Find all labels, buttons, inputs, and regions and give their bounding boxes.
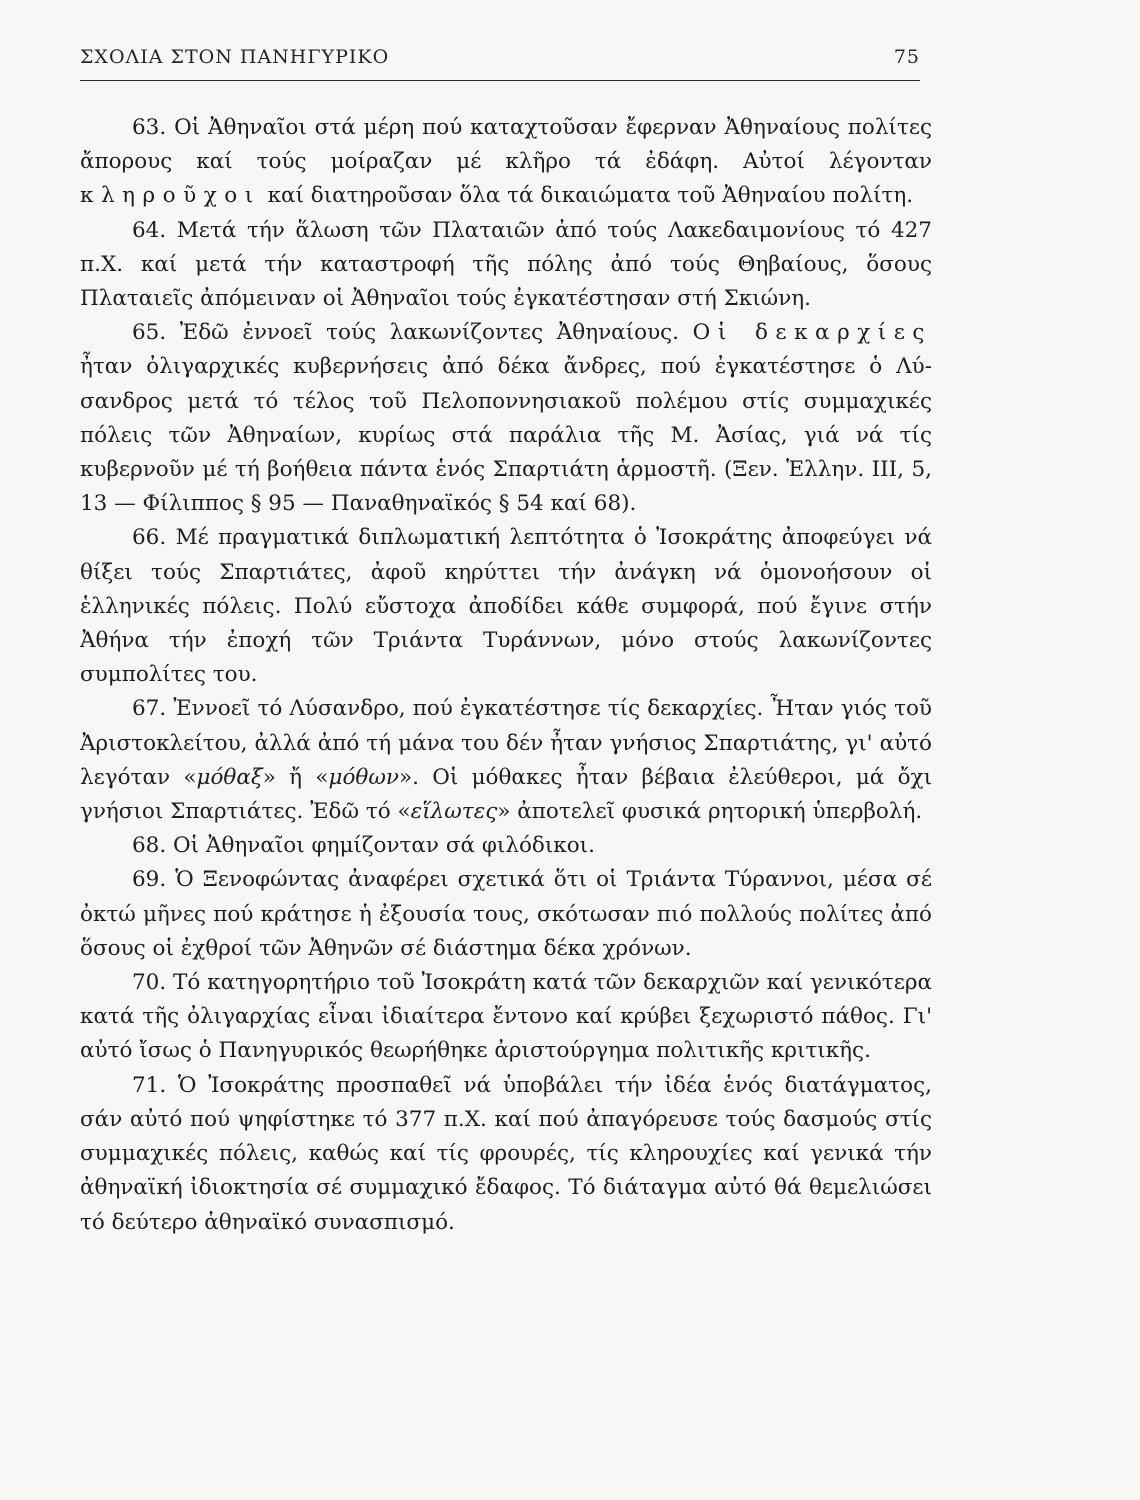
note-text: ἦταν ὀλιγαρχικές κυβερνήσεις ἀπό δέκα ἄνδρες, πού ἐγκατέστησε ὁ Λύσανδρος μετά τό τέλος τοῦ Πελοποννησιακοῦ πολέμου στίς συμμαχικές πόλεις τῶν Ἀθηναίων, κυρίως στά παράλια τῆς Μ. Ἀσίας, γιά νά τίς κυβερνοῦν μέ τή βοήθεια πάντα ἑνός Σπαρτιάτη ἁρμοστῆ. (Ξεν. Ἑλλην. III, 5, 13 — Φίλιππος § 95 — Παναθηναϊκός § 54 καί 68). [80, 354, 932, 517]
note-69 [80, 863, 932, 966]
note-text: ». Οἱ μόθακες ἦταν βέβαια ἐλεύθεροι, μά ὄχι γνήσιοι Σπαρτιάτες. Ἐδῶ τό « [80, 764, 932, 825]
note-text: » ἀποτελεῖ φυσικά ρητορική ὑπερβολή. [497, 799, 923, 825]
note-number: 71. [132, 1072, 167, 1098]
running-head [80, 46, 920, 68]
note-number: 68. [132, 833, 167, 859]
note-text: Μετά τήν ἅλωση τῶν Πλαταιῶν ἀπό τούς Λακεδαιμονίους τό 427 π.Χ. καί μετά τήν καταστροφή τῆς πόλης ἀπό τούς Θηβαίους, ὅσους Πλαταιεῖς ἀπόμειναν οἱ Ἀθηναῖοι τούς ἐγκατέστησαν στή Σκιώνη. [80, 217, 932, 312]
note-66 [80, 521, 932, 692]
note-text: Οἱ Ἀθηναῖοι στά μέρη πού καταχτοῦσαν ἔφερναν Ἀθηναίους πολίτες ἄπορους καί τούς μοίραζαν μέ κλῆρο τά ἐδάφη. Αὐτοί λέγονταν [80, 115, 932, 175]
note-text: » ἤ « [262, 764, 329, 790]
note-71 [80, 1069, 932, 1240]
note-68 [80, 829, 932, 863]
note-text: Οἱ Ἀθηναῖοι φημίζονταν σά φιλόδικοι. [173, 833, 595, 859]
italic-term: μόθων [328, 764, 399, 790]
note-text: Μέ πραγματικά διπλωματική λεπτότητα ὁ Ἰσοκράτης ἀποφεύγει νά θίξει τούς Σπαρτιάτες, ἀφοῦ κηρύττει τήν ἀνάγκη νά ὁμονοήσουν οἱ ἑλληνικές πόλεις. Πολύ εὔστοχα ἀποδίδει κάθε συμφορά, πού ἔγινε στήν Ἀθήνα τήν ἐποχή τῶν Τριάντα Τυράννων, μόνο στούς λακωνίζοντες συμπολίτες του. [80, 525, 932, 688]
note-number: 70. [132, 970, 167, 996]
running-title: ΣΧΟΛΙΑ ΣΤΟΝ ΠΑΝΗΓΥΡΙΚΟ [80, 46, 390, 68]
endnotes [80, 111, 932, 1240]
italic-term: εἵλωτες [410, 799, 498, 825]
note-number: 63. [132, 115, 167, 140]
note-text: καί διατηροῦσαν ὅλα τά δικαιώματα τοῦ Ἀθηναίου πολίτη. [267, 183, 914, 209]
note-67 [80, 692, 932, 829]
page-number: 75 [893, 46, 920, 68]
note-number: 66. [132, 525, 167, 551]
italic-term: μόθαξ [196, 764, 263, 790]
note-64 [80, 214, 932, 317]
note-65 [80, 316, 932, 521]
note-number: 67. [132, 696, 167, 722]
note-text: Τό κατηγορητήριο τοῦ Ἰσοκράτη κατά τῶν δεκαρχιῶν καί γενικότερα κατά τῆς ὀλιγαρχίας εἶναι ἰδιαίτερα ἔντονο καί κρύβει ξεχωριστό πάθος. Γι' αὐτό ἴσως ὁ Πανηγυρικός θεωρήθηκε ἀριστούργημα πολιτικῆς κριτικῆς. [80, 970, 932, 1064]
note-number: 64. [132, 217, 167, 243]
spaced-term: Οἱ δεκαρχίες [692, 320, 932, 346]
header-rule [80, 80, 920, 81]
note-number: 69. [132, 867, 167, 893]
note-63 [80, 111, 932, 214]
note-text: Ὁ Ξενοφώντας ἀναφέρει σχετικά ὅτι οἱ Τριάντα Τύραννοι, μέσα σέ ὀκτώ μῆνες πού κράτησε ἡ ἐξουσία τους, σκότωσαν πιό πολλούς πολίτες ἀπό ὅσους οἱ ἐχθροί τῶν Ἀθηνῶν σέ διάστημα δέκα χρόνων. [80, 867, 932, 961]
note-text: Ὁ Ἰσοκράτης προσπαθεῖ νά ὑποβάλει τήν ἰδέα ἑνός διατάγματος, σάν αὐτό πού ψηφίστηκε τό 377 π.Χ. καί πού ἀπαγόρευσε τούς δασμούς στίς συμμαχικές πόλεις, καθώς καί τίς φρουρές, τίς κληρουχίες καί γενικά τήν ἀθηναϊκή ἰδιοκτησία σέ συμμαχικό ἔδαφος. Τό διάταγμα αὐτό θά θεμελιώσει τό δεύτερο ἀθηναϊκό συνασπισμό. [80, 1072, 932, 1235]
note-text: Ἐννοεῖ τό Λύσανδρο, πού ἐγκατέστησε τίς δεκαρχίες. Ἦταν γιός τοῦ Ἀριστοκλείτου, ἀλλά ἀπό τή μάνα του δέν ἦταν γνήσιος Σπαρτιάτης, γι' αὐτό λεγόταν « [80, 696, 932, 790]
note-text: Ἐδῶ ἐννοεῖ τούς λακωνίζοντες Ἀθηναίους. [179, 320, 680, 346]
note-70 [80, 966, 932, 1069]
spaced-term: κληροῦχοι [80, 183, 261, 209]
note-number: 65. [132, 320, 167, 346]
